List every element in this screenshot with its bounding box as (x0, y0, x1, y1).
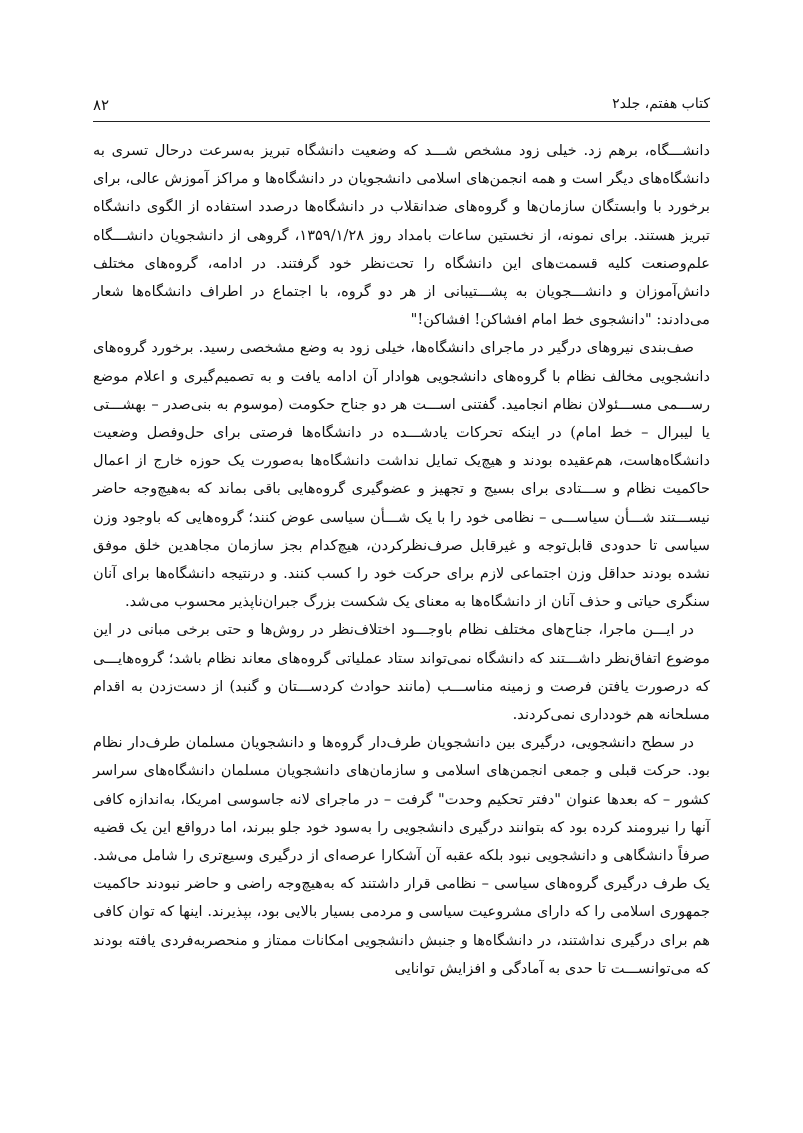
paragraph: در ایـــن ماجرا، جناح‌های مختلف نظام باوجـــود اختلاف‌نظر در روش‌ها و حتی برخی مبانی در این موضوع اتفاق‌نظر داشـــتند که دانشگاه نمی‌تواند ستاد عملیاتی گروه‌های معاند نظام باشد؛ گروه‌هایـــی که درصورت یافتن فرصت و زمینه مناســـب (مانند حوادث کردســـتان و گنبد) از دست‌زدن به اقدام مسلحانه هم خودداری نمی‌کردند. (93, 621, 710, 724)
book-title: کتاب هفتم، جلد۲ (612, 96, 710, 112)
paragraph: دانشـــگاه، برهم زد. خیلی زود مشخص شـــد که وضعیت دانشگاه تبریز به‌سرعت درحال تسری به دانشگاه‌های دیگر است و همه انجمن‌های اسلامی دانشجویان در دانشگاه‌ها و مراکز آموزش عالی، برای برخورد با وابستگان سازمان‌ها و گروه‌های ضدانقلاب در دانشگاه‌ها درصدد استفاده از الگوی دانشگاه تبریز هستند. برای نمونه، از نخستین ساعات بامداد روز ۱۳۵۹/۱/۲۸، گروهی از دانشجویان دانشـــگاه علم‌وصنعت کلیه قسمت‌های این دانشگاه را تحت‌نظر خود گرفتند. در ادامه، گروه‌های مختلف دانش‌آموزان و دانشـــجویان به پشـــتیبانی از هر دو گروه، با اجتماع در اطراف دانشگاه‌ها شعار می‌دادند: "دانشجوی خط امام افشاکن! افشاکن!" (93, 142, 710, 329)
page-number: ۸۲ (93, 96, 110, 114)
body-text (93, 137, 710, 983)
running-header (93, 96, 710, 118)
paragraph: در سطح دانشجویی، درگیری بین دانشجویان طرف‌دار گروه‌ها و دانشجویان مسلمان طرف‌دار نظام بود. حرکت قبلی و جمعی انجمن‌های اسلامی و سازمان‌های دانشجویان مسلمان دانشگاه‌های سراسر کشور – که بعدها عنوان "دفتر تحکیم وحدت" گرفت – در ماجرای لانه جاسوسی امریکا، به‌اندازه کافی آنها را نیرومند کرده بود که بتوانند درگیری دانشجویی را به‌سود خود جلو ببرند، اما درواقع این یک قضیه صرفاً دانشگاهی و دانشجویی نبود بلکه عقبه آن آشکارا عرصه‌ای از درگیری وسیع‌تری را شامل می‌شد. یک طرف درگیری گروه‌های سیاسی – نظامی قرار داشتند که به‌هیچ‌وجه راضی و حاضر نبودند حاکمیت جمهوری اسلامی را که دارای مشروعیت سیاسی و مردمی بسیار بالایی بود، بپذیرند. اینها که توان کافی هم برای درگیری نداشتند، در دانشگاه‌ها و جنبش دانشجویی امکانات ممتاز و منحصربه‌فردی یافته بودند که می‌توانســـت تا حدی به آمادگی و افزایش توانایی (93, 734, 710, 977)
paragraph: صف‌بندی نیروهای درگیر در ماجرای دانشگاه‌ها، خیلی زود به وضع مشخصی رسید. برخورد گروه‌های دانشجویی مخالف نظام با گروه‌های دانشجویی هوادار آن ادامه یافت و به تصمیم‌گیری و اعلام موضع رســـمی مســـئولان نظام انجامید. گفتنی اســـت هر دو جناح حکومت (موسوم به بنی‌صدر – بهشـــتی یا لیبرال – خط امام) در اینکه تحرکات یادشـــده در دانشگاه‌ها فرصتی برای حل‌وفصل وضعیت دانشگاه‌هاست، هم‌عقیده بودند و هیچ‌یک تمایل نداشت دانشگاه‌ها به‌صورت یک حوزه خارج از اعمال حاکمیت نظام و ســـتادی برای بسیج و تجهیز و عضوگیری گروه‌هایی باقی بماند که به‌هیچ‌وجه حاضر نیســـتند شـــأن سیاســـی – نظامی خود را با یک شـــأن سیاسی عوض کنند؛ گروه‌هایی که باوجود وزن سیاسی تا حدودی قابل‌توجه و غیرقابل صرف‌نظرکردن، هیچ‌کدام بجز سازمان مجاهدین خلق موفق نشده بودند حداقل وزن اجتماعی لازم برای حرکت خود را کسب کنند. و درنتیجه دانشگاه‌ها برای آنان سنگری حیاتی و حذف آنان از دانشگاه‌ها به معنای یک شکست بزرگ جبران‌ناپذیر محسوب می‌شد. (93, 339, 710, 611)
header-rule (93, 121, 710, 122)
